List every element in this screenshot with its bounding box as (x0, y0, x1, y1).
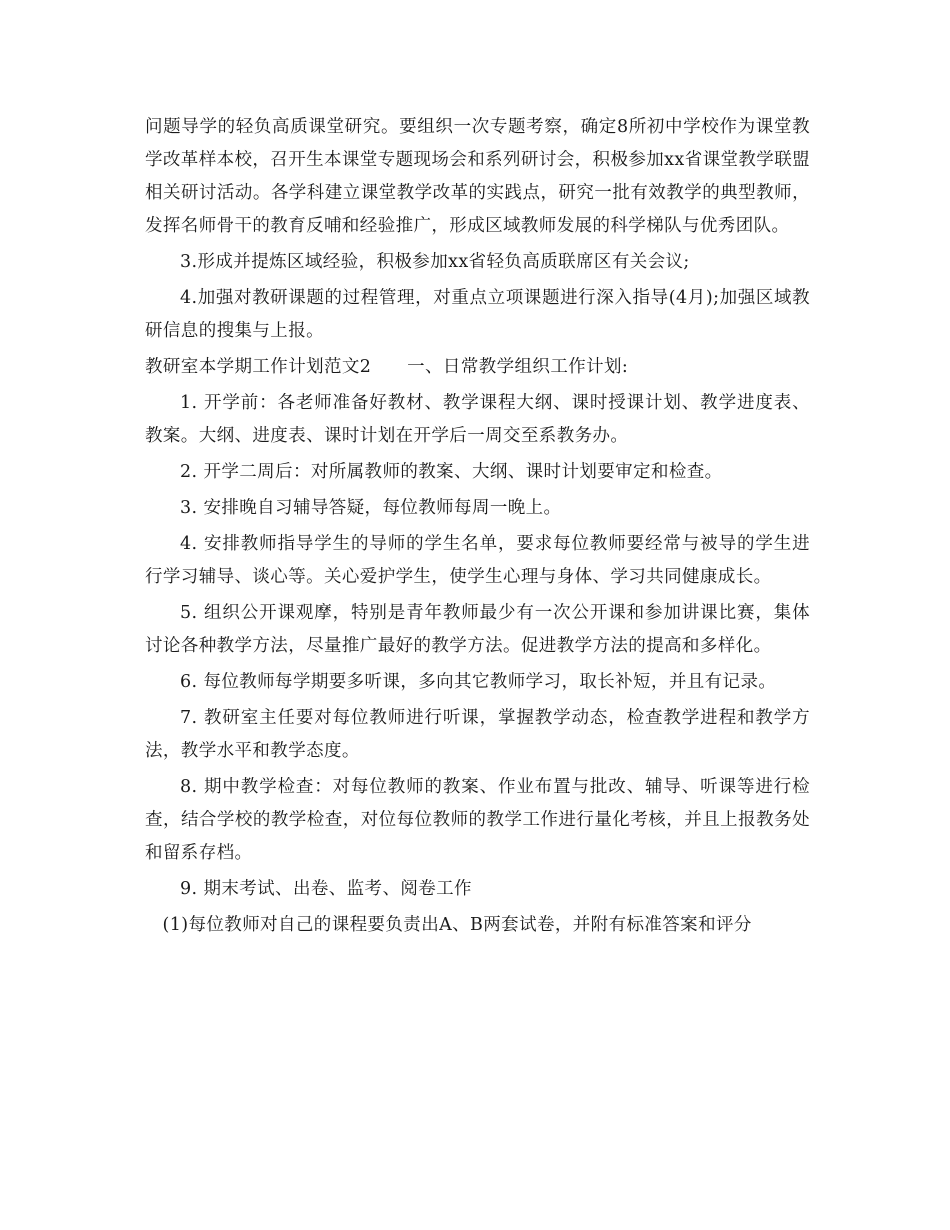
sub-item-1: (1)每位教师对自己的课程要负责出A、B两套试卷，并附有标准答案和评分 (162, 915, 752, 935)
list-item-3: 3. 安排晚自习辅导答疑，每位教师每周一晚上。 (180, 498, 562, 518)
document-body (145, 111, 810, 945)
list-item-8: 8. 期中教学检查：对每位教师的教案、作业布置与批改、辅导、听课等进行检查，结合学校的教学检查，对位每位教师的教学工作进行量化考核，并且上报教务处和留系存档。 (145, 777, 810, 863)
paragraph-3: 4.加强对教研课题的过程管理，对重点立项课题进行深入指导(4月);加强区域教研信息的搜集与上报。 (145, 288, 810, 341)
list-item-5: 5. 组织公开课观摩，特别是青年教师最少有一次公开课和参加讲课比赛，集体讨论各种教学方法，尽量推广最好的教学方法。促进教学方法的提高和多样化。 (145, 603, 810, 656)
list-item-4: 4. 安排教师指导学生的导师的学生名单，要求每位教师要经常与被导的学生进行学习辅导、谈心等。关心爱护学生，使学生心理与身体、学习共同健康成长。 (145, 534, 810, 587)
list-item-7: 7. 教研室主任要对每位教师进行听课，掌握教学动态，检查教学进程和教学方法，教学水平和教学态度。 (145, 708, 810, 761)
list-item-9: 9. 期末考试、出卷、监考、阅卷工作 (180, 879, 472, 899)
list-item-1: 1. 开学前：各老师准备好教材、教学课程大纲、课时授课计划、教学进度表、教案。大纲、进度表、课时计划在开学后一周交至系教务办。 (145, 393, 810, 446)
paragraph-1: 问题导学的轻负高质课堂研究。要组织一次专题考察，确定8所初中学校作为课堂教学改革样本校，召开生本课堂专题现场会和系列研讨会，积极参加xx省课堂教学联盟相关研讨活动。各学科建立课堂教学改革的实践点，研究一批有效教学的典型教师，发挥名师骨干的教育反哺和经验推广，形成区域教师发展的科学梯队与优秀团队。 (145, 117, 810, 236)
paragraph-2: 3.形成并提炼区域经验，积极参加xx省轻负高质联席区有关会议; (180, 252, 690, 272)
section-title: 教研室本学期工作计划范文2 一、日常教学组织工作计划: (145, 357, 629, 377)
list-item-2: 2. 开学二周后：对所属教师的教案、大纲、课时计划要审定和检查。 (180, 462, 723, 482)
list-item-6: 6. 每位教师每学期要多听课，多向其它教师学习，取长补短，并且有记录。 (180, 672, 777, 692)
